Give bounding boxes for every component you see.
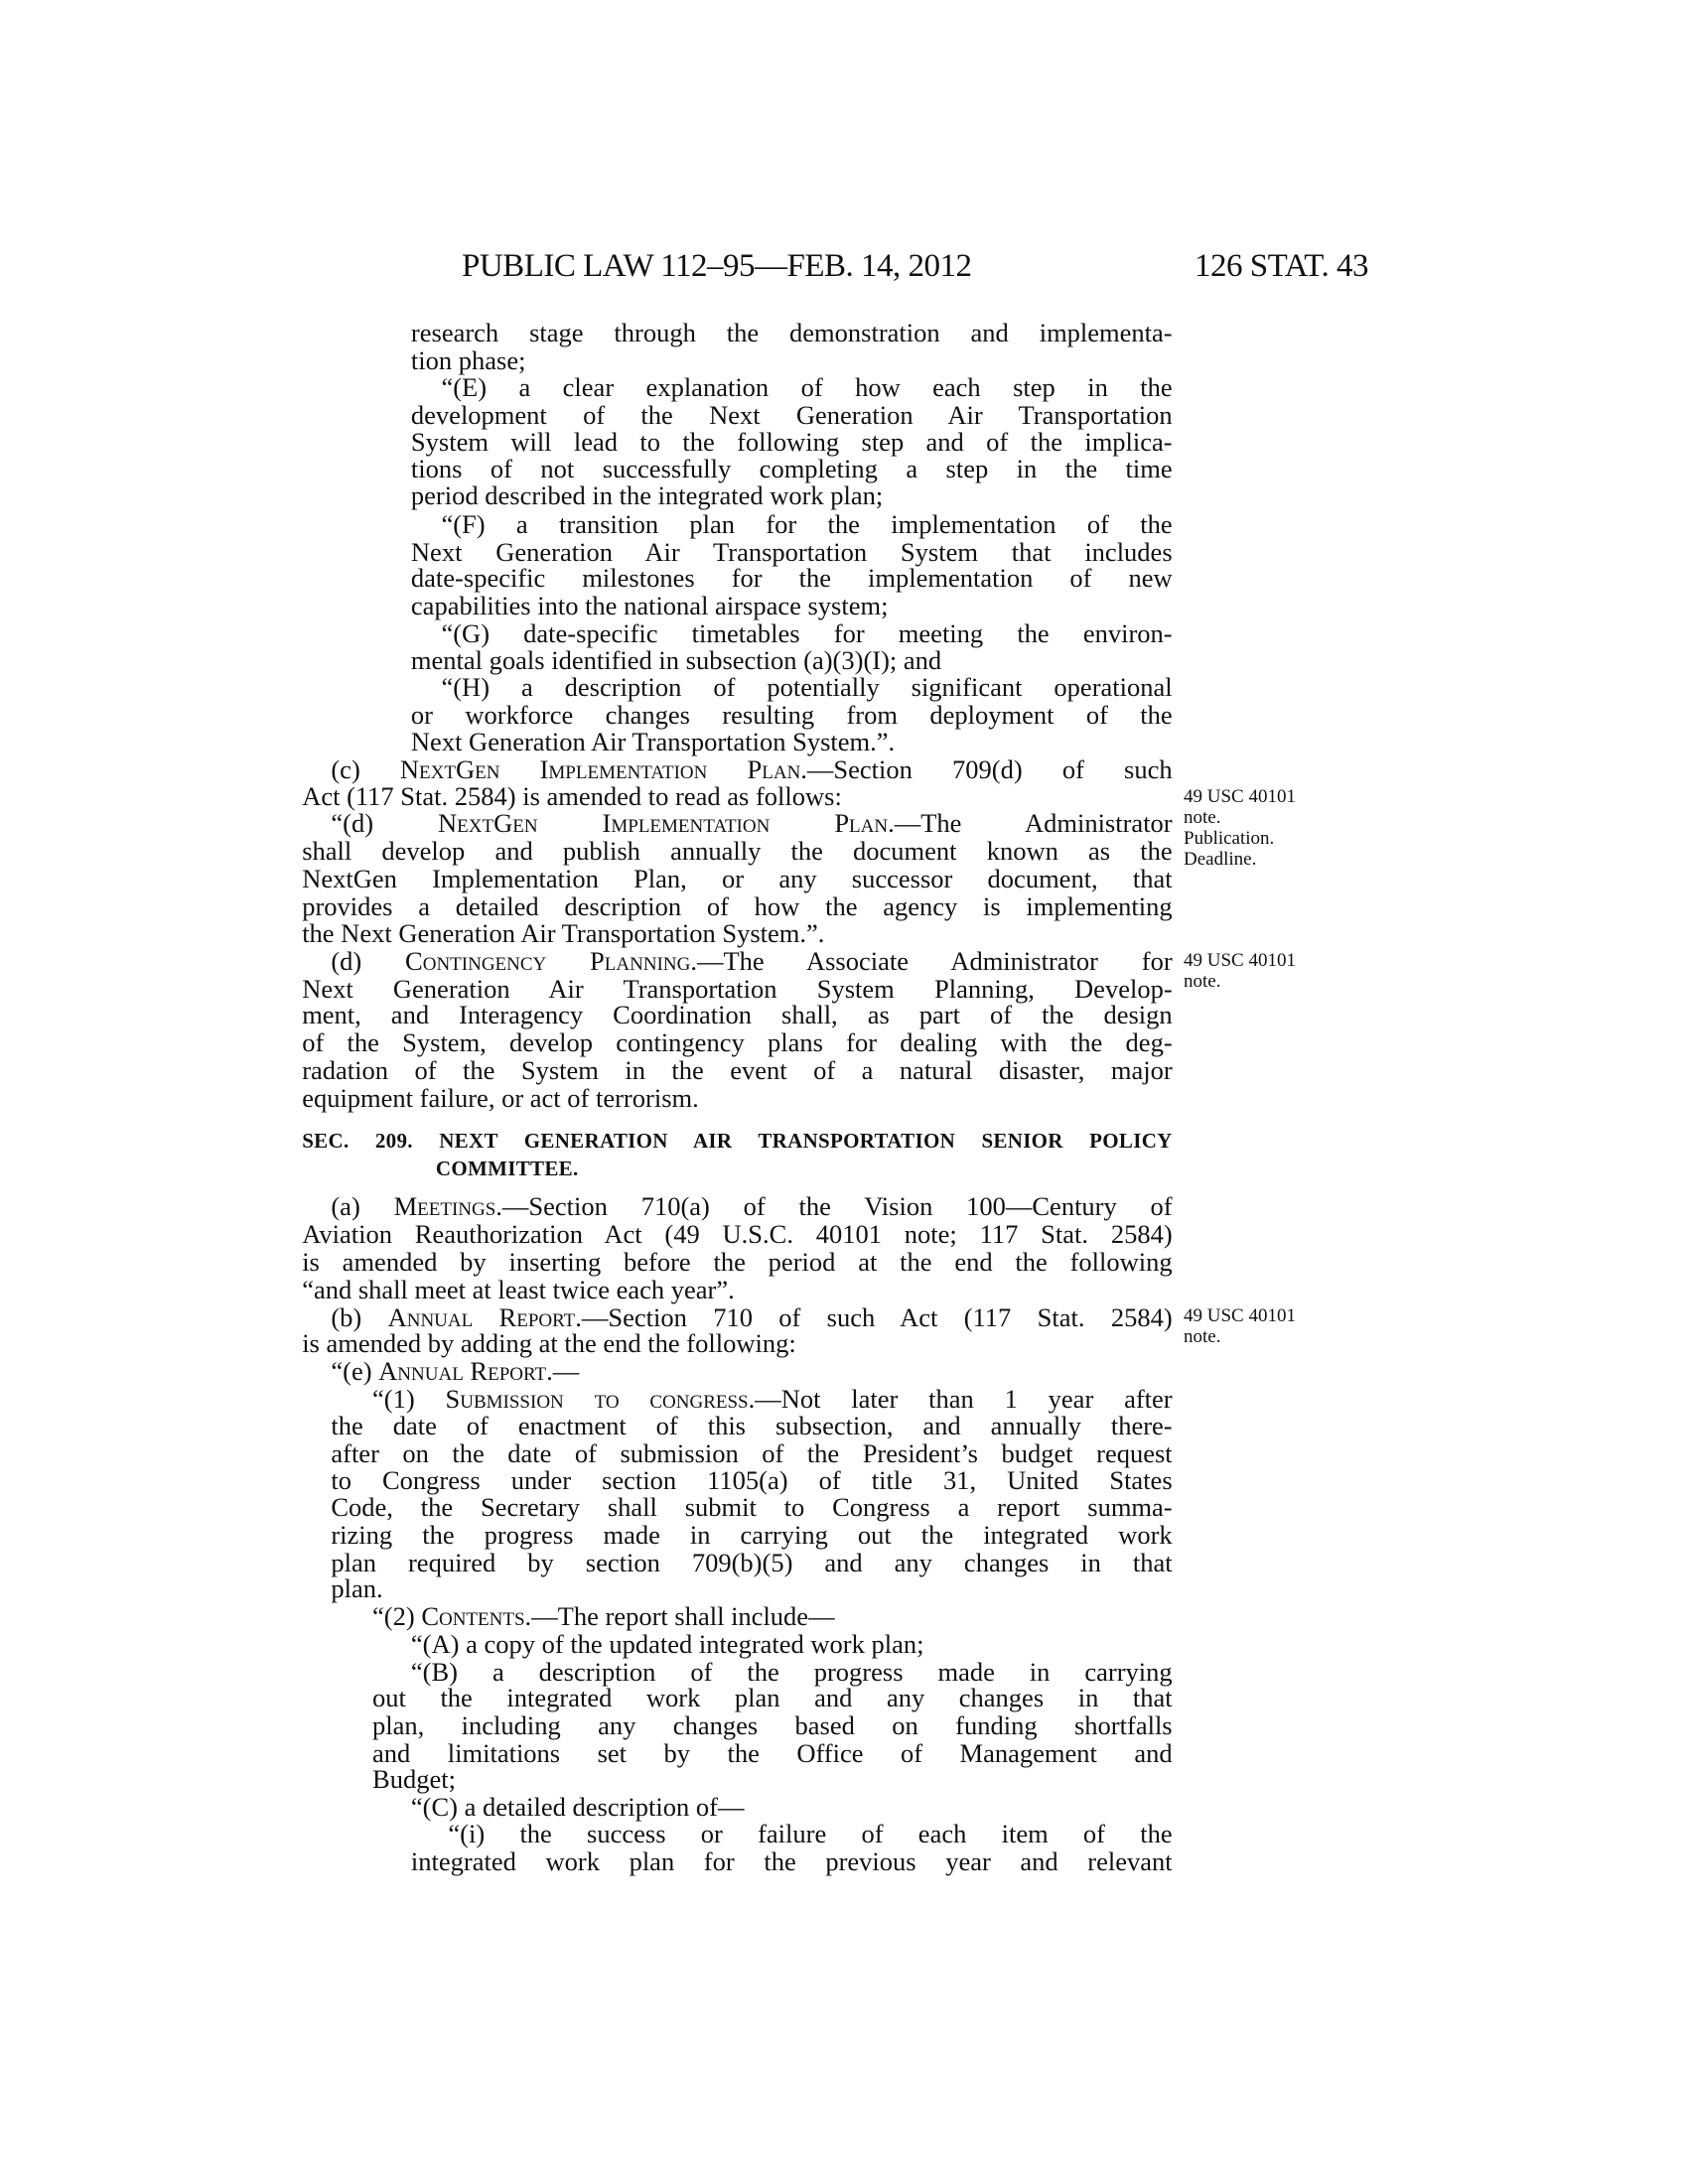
text-line	[372, 1684, 1173, 1711]
text-run: “(C) a detailed description of—	[410, 1791, 745, 1822]
text-line	[411, 1793, 745, 1821]
text-line	[411, 728, 895, 755]
text-run: (d)	[331, 946, 406, 977]
text-run: SEC. 209. NEXT GENERATION AIR TRANSPORTATION SENIOR POLICY	[302, 1128, 1173, 1153]
text-line	[302, 892, 1172, 920]
text-line	[302, 1220, 1172, 1248]
text-run: —	[552, 1355, 580, 1386]
text-run: plan, including any changes based on funding shortfalls	[372, 1709, 1173, 1740]
section-heading-line	[302, 1127, 1172, 1155]
text-line	[411, 428, 1173, 456]
small-caps-heading: NextGen Implementation Plan.	[399, 754, 807, 785]
text-line	[331, 1439, 1172, 1467]
text-line	[331, 1412, 1172, 1439]
margin-note: note.	[1184, 806, 1221, 828]
margin-note: 49 USC 40101	[1184, 950, 1296, 972]
text-line	[302, 837, 1172, 865]
text-run: integrated work plan for the previous year and relevant	[410, 1846, 1173, 1877]
text-run: rizing the progress made in carrying out the integrated work	[331, 1520, 1173, 1551]
text-line	[441, 619, 1172, 647]
text-run: Next Generation Air Transportation System that includes	[410, 536, 1173, 567]
text-run: radation of the System in the event of a natural disaster, major	[302, 1054, 1173, 1085]
text-line	[302, 919, 824, 947]
text-run: plan required by section 709(b)(5) and any changes in that	[331, 1547, 1173, 1577]
margin-note: note.	[1184, 1326, 1221, 1348]
small-caps-heading: Contents.	[421, 1601, 532, 1632]
running-header-title: PUBLIC LAW 112–95—FEB. 14, 2012	[462, 248, 972, 284]
text-line	[331, 1549, 1172, 1576]
text-line	[411, 1630, 924, 1658]
text-run: “(1)	[372, 1383, 446, 1414]
text-run: “(H) a description of potentially significant operational	[441, 671, 1173, 702]
margin-note: Deadline.	[1184, 848, 1257, 870]
text-line	[302, 1001, 1172, 1028]
text-line	[302, 1248, 1172, 1276]
text-run: Code, the Secretary shall submit to Congress a report summa-	[331, 1492, 1173, 1523]
text-line	[302, 1084, 699, 1112]
text-line	[331, 755, 1172, 783]
text-line	[302, 782, 842, 810]
text-line	[331, 1192, 1172, 1220]
text-run: “(A) a copy of the updated integrated work plan;	[410, 1628, 924, 1659]
text-run: COMMITTEE.	[435, 1156, 579, 1180]
text-line	[331, 1521, 1172, 1549]
text-run: capabilities into the national airspace system;	[410, 590, 889, 620]
text-line	[411, 564, 1173, 592]
text-run: “(B) a description of the progress made in carrying	[410, 1656, 1173, 1687]
text-run: “(d)	[331, 808, 439, 839]
margin-note: 49 USC 40101	[1184, 1305, 1296, 1327]
text-run: tions of not successfully completing a step in the time	[410, 454, 1173, 484]
section-heading-line	[436, 1155, 579, 1182]
text-run: “(E) a clear explanation of how each step in the	[441, 372, 1173, 403]
margin-note: note.	[1184, 971, 1221, 993]
text-run: the date of enactment of this subsection, and annually there-	[331, 1411, 1173, 1441]
text-line	[411, 538, 1173, 566]
text-line	[411, 346, 526, 374]
small-caps-heading: NextGen Implementation Plan.	[438, 808, 895, 839]
text-run: —The report shall include—	[531, 1601, 835, 1632]
text-line	[302, 1056, 1172, 1084]
text-run: “(i) the success or failure of each item of the	[448, 1819, 1173, 1849]
text-run: (a)	[331, 1191, 394, 1222]
text-line	[331, 947, 1172, 975]
text-run: —Section 710 of such Act (117 Stat. 2584)	[581, 1301, 1173, 1332]
text-line	[372, 1711, 1173, 1739]
text-line	[331, 1493, 1172, 1521]
text-line	[441, 510, 1172, 538]
text-run: mental goals identified in subsection (a)(3)(I); and	[410, 645, 942, 676]
text-line	[411, 401, 1173, 429]
small-caps-heading: Meetings.	[393, 1191, 502, 1222]
text-run: date-specific milestones for the implementation of new	[410, 563, 1173, 594]
text-line	[302, 1028, 1172, 1056]
text-line	[331, 1357, 579, 1385]
text-run: plan.	[331, 1573, 383, 1604]
text-line	[372, 1602, 835, 1630]
text-line	[372, 1739, 1173, 1767]
text-run: Next Generation Air Transportation System Planning, Develop-	[302, 974, 1173, 1005]
page-number: 126 STAT. 43	[1194, 248, 1368, 284]
text-line	[302, 975, 1172, 1003]
small-caps-heading: Submission to congress.	[445, 1383, 756, 1414]
text-run: (b)	[331, 1301, 388, 1332]
text-line	[411, 481, 883, 509]
text-run: “(e)	[331, 1355, 379, 1386]
text-run: —Not later than 1 year after	[755, 1383, 1173, 1414]
text-run: —Section 709(d) of such	[806, 754, 1173, 785]
text-run: Aviation Reauthorization Act (49 U.S.C. 40101 note; 117 Stat. 2584)	[302, 1219, 1173, 1250]
text-run: research stage through the demonstration and implementa-	[410, 317, 1173, 347]
text-run: —Section 710(a) of the Vision 100—Century of	[501, 1191, 1173, 1222]
text-run: Budget;	[372, 1763, 456, 1794]
text-run: shall develop and publish annually the document known as the	[302, 836, 1173, 867]
text-line	[441, 373, 1172, 401]
text-run: out the integrated work plan and any changes in that	[372, 1682, 1173, 1712]
text-line	[411, 1847, 1173, 1875]
text-run: System will lead to the following step and of the implica-	[410, 426, 1173, 457]
text-run: equipment failure, or act of terrorism.	[302, 1082, 699, 1113]
small-caps-heading: Contingency Planning.	[405, 946, 697, 977]
text-run: “(G) date-specific timetables for meeting the environ-	[441, 617, 1173, 648]
text-line	[448, 1820, 1172, 1847]
text-line	[331, 1466, 1172, 1494]
text-line	[331, 1574, 382, 1602]
text-run: and limitations set by the Office of Management and	[372, 1737, 1173, 1768]
text-run: development of the Next Generation Air Transportation	[410, 400, 1173, 431]
text-line	[411, 319, 1173, 346]
margin-note: Publication.	[1184, 827, 1275, 849]
text-run: “and shall meet at least twice each year”.	[302, 1274, 735, 1304]
small-caps-heading: Annual Report.	[387, 1301, 582, 1332]
small-caps-heading: Annual Report.	[378, 1355, 553, 1386]
text-run: period described in the integrated work plan;	[410, 479, 884, 510]
text-run: (c)	[331, 754, 400, 785]
text-line	[331, 809, 1172, 837]
text-run: tion phase;	[410, 344, 526, 375]
text-run: after on the date of submission of the President’s budget request	[331, 1438, 1173, 1469]
text-line	[411, 455, 1173, 482]
text-run: or workforce changes resulting from deployment of the	[410, 699, 1173, 730]
text-line	[331, 1303, 1172, 1331]
text-line	[302, 865, 1172, 892]
text-run: Next Generation Air Transportation System.”.	[410, 727, 896, 757]
text-line	[372, 1765, 456, 1793]
text-run: to Congress under section 1105(a) of title 31, United States	[331, 1464, 1173, 1495]
text-line	[411, 1658, 1173, 1686]
text-run: is amended by adding at the end the following:	[302, 1327, 796, 1358]
margin-note: 49 USC 40101	[1184, 785, 1296, 807]
text-run: “(2)	[372, 1601, 422, 1632]
text-run: —The Administrator	[894, 808, 1173, 839]
text-run: —The Associate Administrator for	[696, 946, 1173, 977]
text-line	[411, 646, 941, 674]
text-run: Act (117 Stat. 2584) is amended to read as follows:	[302, 780, 842, 811]
text-run: the Next Generation Air Transportation System.”.	[302, 918, 825, 949]
text-line	[411, 592, 889, 619]
text-line	[372, 1385, 1173, 1413]
text-run: NextGen Implementation Plan, or any successor document, that	[302, 863, 1173, 893]
text-line	[302, 1276, 735, 1303]
text-run: “(F) a transition plan for the implementation of the	[441, 508, 1173, 539]
text-line	[411, 701, 1173, 729]
text-run: is amended by inserting before the period at the end the following	[302, 1247, 1173, 1278]
text-line	[302, 1329, 796, 1357]
text-run: provides a detailed description of how the agency is implementing	[302, 890, 1173, 921]
text-run: of the System, develop contingency plans for dealing with the deg-	[302, 1027, 1173, 1058]
text-run: ment, and Interagency Coordination shall, as part of the design	[302, 1000, 1173, 1030]
text-line	[441, 673, 1172, 701]
